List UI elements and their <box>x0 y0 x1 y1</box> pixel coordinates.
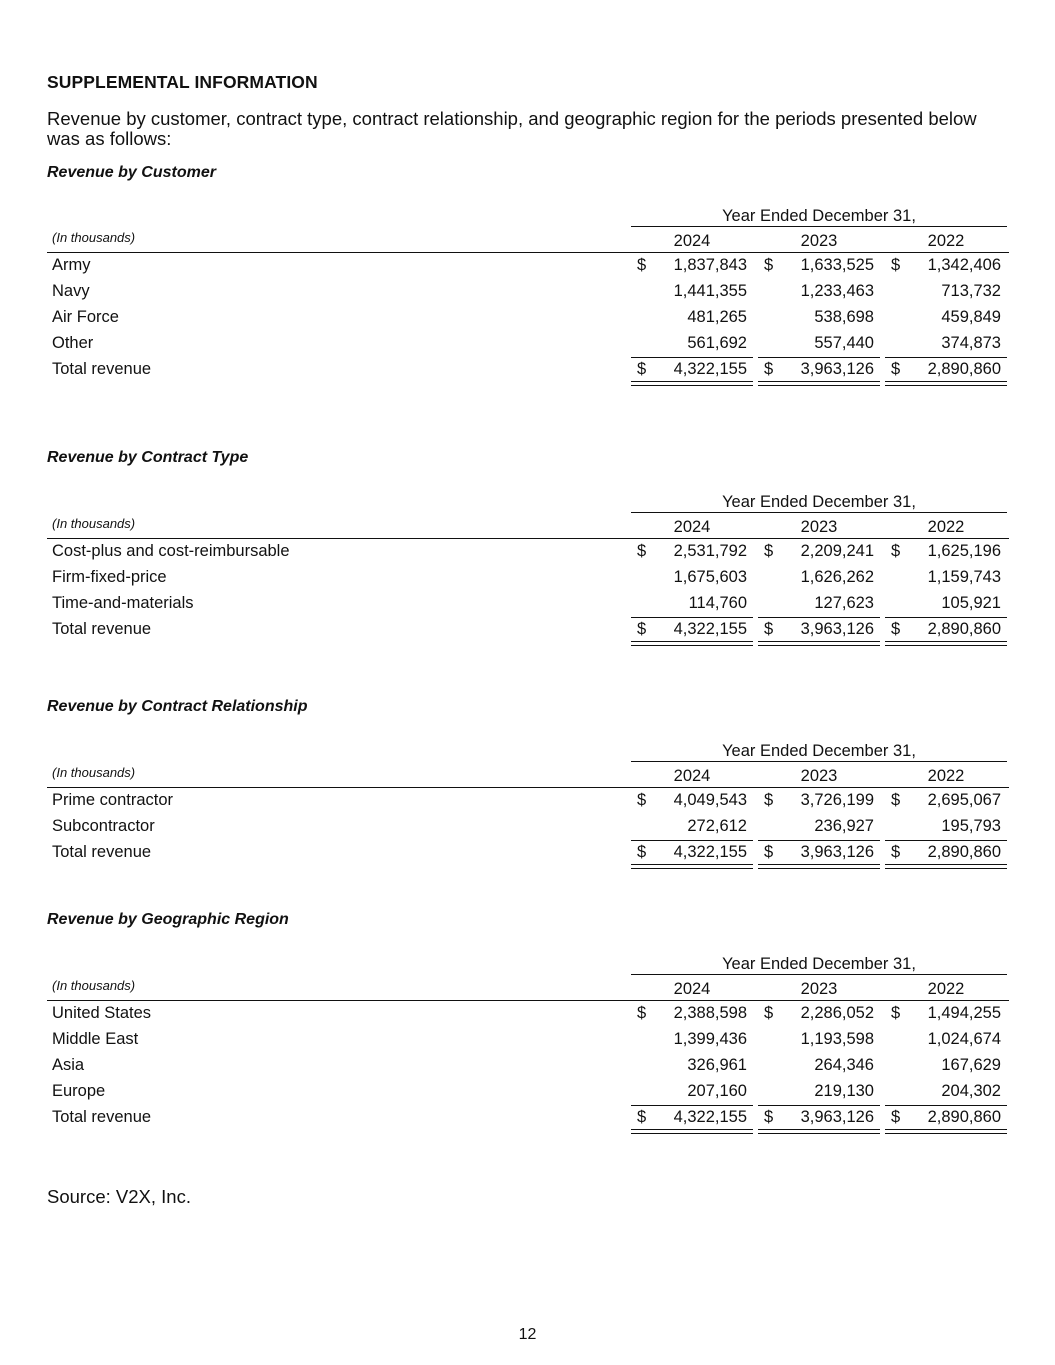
currency-symbol: $ <box>891 256 901 274</box>
amount-cell: 1,159,743 <box>927 568 1001 586</box>
year-column-header: 2022 <box>927 518 965 536</box>
row-label: Total revenue <box>52 360 152 378</box>
currency-symbol: $ <box>891 360 901 378</box>
total-double-rule <box>758 641 880 646</box>
subtotal-rule <box>758 617 880 618</box>
amount-cell: 4,322,155 <box>673 1108 747 1126</box>
row-label: Navy <box>52 282 90 300</box>
amount-cell: 481,265 <box>687 308 747 326</box>
currency-symbol: $ <box>637 843 647 861</box>
column-header-row <box>47 512 1009 538</box>
row-label: Subcontractor <box>52 817 155 835</box>
row-label: Total revenue <box>52 843 152 861</box>
period-header-rule <box>631 226 1007 227</box>
table-row <box>47 813 1009 839</box>
row-label: United States <box>52 1004 152 1022</box>
amount-cell: 2,890,860 <box>927 360 1001 378</box>
table-row <box>47 590 1009 616</box>
total-double-rule <box>631 381 753 386</box>
amount-cell: 4,322,155 <box>673 843 747 861</box>
table-row <box>47 1000 1009 1026</box>
column-header-row <box>47 761 1009 787</box>
year-column-header: 2023 <box>800 518 838 536</box>
table-row <box>47 564 1009 590</box>
amount-cell: 167,629 <box>941 1056 1001 1074</box>
subtotal-rule <box>885 1105 1007 1106</box>
section-title-contract-type: Revenue by Contract Type <box>47 449 249 466</box>
table-row <box>47 1078 1009 1104</box>
subtotal-rule <box>631 617 753 618</box>
row-label: Cost-plus and cost-reimbursable <box>52 542 290 560</box>
amount-cell: 105,921 <box>941 594 1001 612</box>
currency-symbol: $ <box>891 542 901 560</box>
amount-cell: 127,623 <box>814 594 874 612</box>
column-header-row <box>47 974 1009 1000</box>
total-row <box>47 356 1009 382</box>
units-label: (In thousands) <box>52 230 136 245</box>
year-column-header: 2023 <box>800 232 838 250</box>
amount-cell: 1,625,196 <box>927 542 1001 560</box>
amount-cell: 2,531,792 <box>673 542 747 560</box>
currency-symbol: $ <box>637 1108 647 1126</box>
table-row <box>47 1026 1009 1052</box>
total-double-rule <box>758 381 880 386</box>
amount-cell: 1,024,674 <box>927 1030 1001 1048</box>
amount-cell: 4,049,543 <box>673 791 747 809</box>
total-double-rule <box>885 641 1007 646</box>
subtotal-rule <box>885 617 1007 618</box>
amount-cell: 557,440 <box>814 334 874 352</box>
table-row <box>47 278 1009 304</box>
amount-cell: 326,961 <box>687 1056 747 1074</box>
year-column-header: 2022 <box>927 767 965 785</box>
currency-symbol: $ <box>637 360 647 378</box>
total-double-rule <box>885 1129 1007 1134</box>
period-header-rule <box>631 761 1007 762</box>
total-double-rule <box>758 864 880 869</box>
period-header: Year Ended December 31, <box>722 493 916 511</box>
amount-cell: 3,963,126 <box>800 360 874 378</box>
currency-symbol: $ <box>637 1004 647 1022</box>
table-row <box>47 252 1009 278</box>
units-label: (In thousands) <box>52 516 136 531</box>
subtotal-rule <box>758 1105 880 1106</box>
amount-cell: 4,322,155 <box>673 620 747 638</box>
subtotal-rule <box>631 840 753 841</box>
period-header: Year Ended December 31, <box>722 207 916 225</box>
amount-cell: 236,927 <box>814 817 874 835</box>
amount-cell: 2,209,241 <box>800 542 874 560</box>
amount-cell: 1,494,255 <box>927 1004 1001 1022</box>
currency-symbol: $ <box>764 256 774 274</box>
table-row <box>47 538 1009 564</box>
row-label: Total revenue <box>52 1108 152 1126</box>
total-double-rule <box>631 641 753 646</box>
year-column-header: 2024 <box>673 518 711 536</box>
subtotal-rule <box>631 1105 753 1106</box>
year-column-header: 2023 <box>800 980 838 998</box>
amount-cell: 114,760 <box>688 594 747 612</box>
row-label: Air Force <box>52 308 119 326</box>
subtotal-rule <box>631 357 753 358</box>
currency-symbol: $ <box>637 256 647 274</box>
amount-cell: 2,286,052 <box>800 1004 874 1022</box>
amount-cell: 2,890,860 <box>927 843 1001 861</box>
total-row <box>47 616 1009 642</box>
amount-cell: 1,399,436 <box>673 1030 747 1048</box>
row-label: Army <box>52 256 91 274</box>
amount-cell: 1,633,525 <box>800 256 874 274</box>
amount-cell: 1,193,598 <box>800 1030 874 1048</box>
total-double-rule <box>885 381 1007 386</box>
period-header: Year Ended December 31, <box>722 955 916 973</box>
amount-cell: 207,160 <box>687 1082 747 1100</box>
currency-symbol: $ <box>891 620 901 638</box>
year-column-header: 2024 <box>673 232 711 250</box>
amount-cell: 3,963,126 <box>800 843 874 861</box>
year-column-header: 2022 <box>927 232 965 250</box>
row-label: Other <box>52 334 94 352</box>
currency-symbol: $ <box>764 1004 774 1022</box>
currency-symbol: $ <box>637 542 647 560</box>
amount-cell: 264,346 <box>814 1056 874 1074</box>
currency-symbol: $ <box>764 620 774 638</box>
amount-cell: 1,441,355 <box>673 282 747 300</box>
section-title-customer: Revenue by Customer <box>47 164 216 181</box>
amount-cell: 1,233,463 <box>800 282 874 300</box>
currency-symbol: $ <box>764 1108 774 1126</box>
period-header: Year Ended December 31, <box>722 742 916 760</box>
amount-cell: 1,675,603 <box>673 568 747 586</box>
section-title-geographic-region: Revenue by Geographic Region <box>47 911 289 928</box>
row-label: Prime contractor <box>52 791 174 809</box>
row-label: Total revenue <box>52 620 152 638</box>
intro-paragraph: Revenue by customer, contract type, contract relationship, and geographic region for the periods presented below was as follows: <box>47 108 977 149</box>
amount-cell: 2,890,860 <box>927 1108 1001 1126</box>
amount-cell: 538,698 <box>814 308 874 326</box>
subtotal-rule <box>885 357 1007 358</box>
amount-cell: 1,342,406 <box>927 256 1001 274</box>
page-heading: SUPPLEMENTAL INFORMATION <box>47 72 318 92</box>
amount-cell: 204,302 <box>941 1082 1001 1100</box>
year-column-header: 2024 <box>673 767 711 785</box>
currency-symbol: $ <box>891 791 901 809</box>
amount-cell: 2,695,067 <box>927 791 1001 809</box>
table-row <box>47 330 1009 356</box>
amount-cell: 272,612 <box>687 817 747 835</box>
section-title-contract-relationship: Revenue by Contract Relationship <box>47 698 308 715</box>
row-label: Middle East <box>52 1030 139 1048</box>
currency-symbol: $ <box>891 843 901 861</box>
amount-cell: 3,726,199 <box>800 791 874 809</box>
amount-cell: 2,890,860 <box>927 620 1001 638</box>
amount-cell: 459,849 <box>941 308 1001 326</box>
subtotal-rule <box>758 840 880 841</box>
amount-cell: 3,963,126 <box>800 1108 874 1126</box>
currency-symbol: $ <box>637 791 647 809</box>
amount-cell: 713,732 <box>941 282 1001 300</box>
subtotal-rule <box>885 840 1007 841</box>
amount-cell: 374,873 <box>941 334 1001 352</box>
total-double-rule <box>631 1129 753 1134</box>
period-header-rule <box>631 512 1007 513</box>
amount-cell: 561,692 <box>687 334 747 352</box>
amount-cell: 1,626,262 <box>800 568 874 586</box>
page-number: 12 <box>518 1326 537 1343</box>
units-label: (In thousands) <box>52 765 136 780</box>
amount-cell: 2,388,598 <box>673 1004 747 1022</box>
amount-cell: 195,793 <box>941 817 1001 835</box>
total-double-rule <box>631 864 753 869</box>
period-header-rule <box>631 974 1007 975</box>
subtotal-rule <box>758 357 880 358</box>
row-label: Asia <box>52 1056 85 1074</box>
total-double-rule <box>885 864 1007 869</box>
units-label: (In thousands) <box>52 978 136 993</box>
currency-symbol: $ <box>891 1108 901 1126</box>
currency-symbol: $ <box>764 542 774 560</box>
row-label: Time-and-materials <box>52 594 194 612</box>
total-row <box>47 839 1009 865</box>
table-row <box>47 787 1009 813</box>
total-double-rule <box>758 1129 880 1134</box>
year-column-header: 2022 <box>927 980 965 998</box>
currency-symbol: $ <box>637 620 647 638</box>
amount-cell: 219,130 <box>814 1082 874 1100</box>
amount-cell: 3,963,126 <box>800 620 874 638</box>
year-column-header: 2023 <box>800 767 838 785</box>
source-note: Source: V2X, Inc. <box>47 1186 191 1207</box>
currency-symbol: $ <box>764 843 774 861</box>
total-row <box>47 1104 1009 1130</box>
currency-symbol: $ <box>891 1004 901 1022</box>
table-row <box>47 1052 1009 1078</box>
amount-cell: 4,322,155 <box>673 360 747 378</box>
currency-symbol: $ <box>764 360 774 378</box>
currency-symbol: $ <box>764 791 774 809</box>
row-label: Europe <box>52 1082 106 1100</box>
year-column-header: 2024 <box>673 980 711 998</box>
column-header-row <box>47 226 1009 252</box>
row-label: Firm-fixed-price <box>52 568 167 586</box>
table-row <box>47 304 1009 330</box>
amount-cell: 1,837,843 <box>673 256 747 274</box>
